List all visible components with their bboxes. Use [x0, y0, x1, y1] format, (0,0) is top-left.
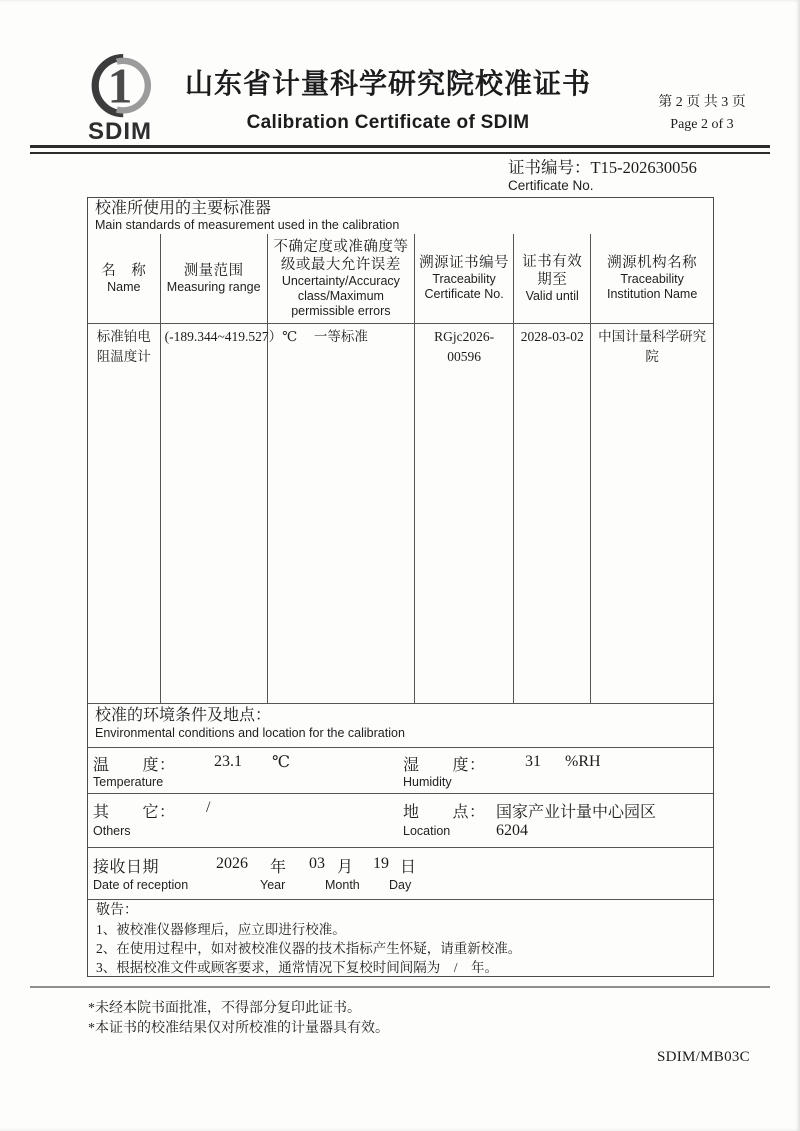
reception-label: 接收日期 [93, 859, 160, 876]
footnote-1: *未经本院书面批准，不得部分复印此证书。 [88, 1001, 361, 1016]
footer-divider [30, 986, 770, 988]
reception-year-value: 2026 [216, 855, 248, 872]
reception-day-value: 19 [373, 855, 389, 872]
page-number-block [632, 92, 772, 136]
reception-year-unit: 年 [270, 859, 287, 876]
standards-table-header-row [88, 234, 713, 323]
standards-table-data-row [88, 323, 713, 703]
col-header-measuring-range: 测量范围 Measuring range [160, 234, 267, 323]
location-value-line1: 国家产业计量中心园区 [496, 804, 657, 821]
col-header-valid-until: 证书有效期至 Valid until [514, 234, 591, 323]
reception-month-value: 03 [309, 855, 325, 872]
others-label: 其 它： [93, 804, 176, 821]
page-title: 山东省计量科学研究院校准证书 [184, 69, 591, 100]
page-number-en: Page 2 of 3 [670, 117, 734, 132]
environment-section-header [88, 703, 713, 747]
location-label: 地 点： [403, 804, 486, 821]
standards-title-en: Main standards of measurement used in the calibration [95, 218, 400, 232]
temperature-unit: ℃ [272, 754, 290, 771]
footnote-2: *本证书的校准结果仅对所校准的计量器具有效。 [88, 1021, 389, 1036]
footnotes-block [88, 999, 389, 1039]
others-label-english: Others [93, 824, 131, 838]
certificate-number-line [508, 154, 697, 178]
standards-section-header [88, 198, 713, 234]
page-title-english: Calibration Certificate of SDIM [246, 112, 530, 133]
reception-date-row [88, 847, 713, 899]
certificate-number-value: T15-202630056 [590, 158, 697, 177]
notice-section [88, 899, 713, 976]
temperature-label-english: Temperature [93, 775, 164, 789]
certificate-number-label: 证书编号： [508, 158, 591, 177]
svg-text:1: 1 [107, 58, 133, 114]
document-title-block [178, 62, 598, 134]
others-location-row [88, 793, 713, 847]
location-value-line2: 6204 [496, 822, 528, 839]
humidity-value: 31 [525, 753, 541, 770]
notice-item-1: 1、被校准仪器修理后，应立即进行校准。 [96, 922, 346, 937]
sdim-logo [68, 52, 172, 144]
reception-year-label: Year [260, 878, 286, 892]
certificate-body [87, 197, 714, 977]
environment-title-en: Environmental conditions and location for the calibration [95, 726, 405, 740]
location-label-english: Location [403, 824, 451, 838]
reception-month-label: Month [325, 878, 360, 892]
others-value: / [206, 799, 211, 816]
cell-standard-name: 标准铂电阻温度计 [88, 323, 160, 703]
certificate-number-label-english: Certificate No. [508, 178, 594, 193]
col-header-institution: 溯源机构名称 Traceability Institution Name [591, 234, 713, 323]
cell-institution: 中国计量科学研究院 [591, 323, 713, 703]
notice-item-3: 3、根据校准文件或顾客要求，通常情况下复校时间间隔为 / 年。 [96, 960, 498, 975]
humidity-unit: %RH [565, 753, 601, 770]
temperature-value: 23.1 [214, 753, 242, 770]
col-header-uncertainty: 不确定度或准确度等级或最大允许误差 Uncertainty/Accuracy class/Maximum permissible errors [267, 234, 414, 323]
notice-item-2: 2、在使用过程中，如对被校准仪器的技术指标产生怀疑，请重新校准。 [96, 941, 522, 956]
notice-title: 敬告： [96, 903, 138, 918]
reception-day-label: Day [389, 878, 412, 892]
header-divider [30, 145, 770, 154]
cell-uncertainty: 一等标准 [267, 323, 414, 703]
reception-label-english: Date of reception [93, 878, 189, 892]
cell-measuring-range: (-189.344~419.527）℃ [160, 323, 267, 703]
reception-month-unit: 月 [337, 859, 354, 876]
temperature-label: 温 度： [93, 757, 176, 774]
reception-day-unit: 日 [400, 859, 417, 876]
certificate-number-block [508, 154, 697, 193]
humidity-label-english: Humidity [403, 775, 452, 789]
humidity-label: 湿 度： [403, 757, 486, 774]
page-number-zh: 第 2 页 共 3 页 [658, 95, 746, 110]
standards-title-zh: 校准所使用的主要标准器 [95, 200, 272, 217]
environment-title-zh: 校准的环境条件及地点： [95, 707, 272, 724]
temperature-humidity-row [88, 747, 713, 793]
col-header-name: 名 称 Name [88, 234, 160, 323]
standards-table [88, 234, 713, 703]
col-header-traceability-no: 溯源证书编号 Traceability Certificate No. [415, 234, 514, 323]
cell-traceability-no: RGjc2026-00596 [415, 323, 514, 703]
cell-valid-until: 2028-03-02 [514, 323, 591, 703]
document-code: SDIM/MB03C [656, 1049, 750, 1065]
logo-text: SDIM [88, 118, 152, 145]
